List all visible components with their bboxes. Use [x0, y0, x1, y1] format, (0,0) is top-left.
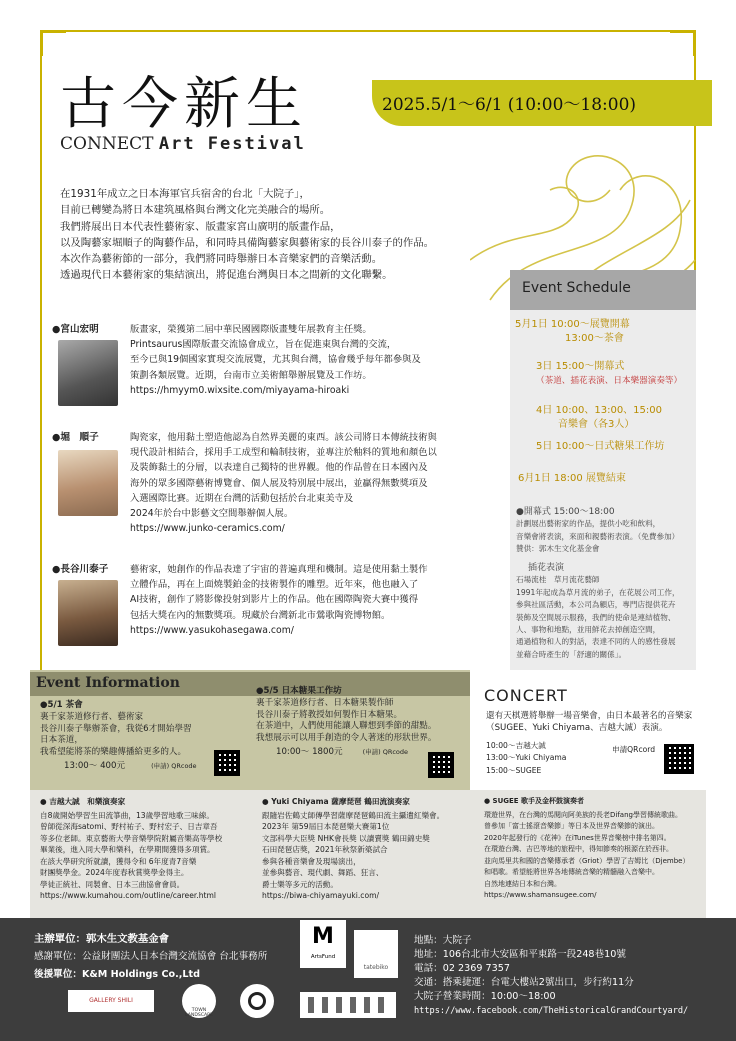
artist-url[interactable]: https://www.yasukohasegawa.com/ [130, 624, 294, 636]
performer-url[interactable]: https://www.shamansugee.com/ [484, 891, 597, 899]
artist-photo [58, 580, 118, 646]
opening-line: 贊供：郭木生文化基金會 [516, 544, 600, 554]
performer-line: 參與各種音樂會及現場演出， [262, 856, 361, 866]
performer-line: 文部科學大臣獎 NHK會長獎 以讀賣獎 鶴田錦史獎 [262, 833, 430, 843]
artist-line: 藝術家，她創作的作品表達了宇宙的普遍真理和機制。這是使用黏土製作 [130, 564, 428, 575]
ikebana-line: 人、事物和地點，並用鮮花去掉創造空間， [516, 625, 661, 635]
schedule-item: 6月1日 18:00 展覽結束 [518, 473, 626, 484]
town-landscape-logo: TOWN LANDSCAPE [182, 984, 216, 1018]
concert-apply-label: 申請QRcord [612, 745, 656, 754]
concert-time: 10:00～吉越大誠 [486, 741, 546, 750]
schedule-item [536, 360, 682, 388]
performer-line: 石田琵琶店獎，2021年秋祭新築試合 [262, 845, 388, 854]
ikebana-line: 通過植物和人的對話，表達不同的人的感性發展 [516, 637, 676, 647]
subtitle [60, 134, 306, 154]
concert-description: 還有天棋選將舉辦一場音樂會，由日本最著名的音樂家（SUGEE、Yuki Chiyama、吉越大誠）表演。 [486, 711, 693, 733]
performer-line: 跟隨岩佐鶴丈師傳學習薩摩琵琶鶴田流主攝遺紅樂會。 [262, 810, 445, 820]
crest-logo [240, 984, 274, 1018]
artist-description [130, 430, 510, 536]
tea-line: 長谷川泰子舉辦茶會，我從6才開始學習 [40, 723, 192, 734]
ikebana-line: 石場流桂 草月流花藝師 [516, 575, 600, 585]
candy-line: 我想展示可以用手創造的令人著迷的形狀世界。 [256, 733, 437, 744]
performer-line: 曾參加「富士搖滾音樂節」等日本及世界音樂節的演出。 [484, 822, 659, 830]
tea-apply-label: (申請) QRcode [151, 761, 197, 770]
performer-title: ● 吉越大誠 和樂演奏家 [40, 797, 126, 806]
calligraphy-logo [300, 992, 396, 1018]
opening-line: 音樂會將表演，來面和親藝術表演。（免費參加） [516, 531, 680, 541]
ikebana-line: 1991年起成為草月流的弟子，在花展公司工作， [516, 587, 680, 597]
event-date: 2025.5/1～6/1 (10:00～18:00) [382, 95, 637, 115]
artist-description [130, 562, 510, 638]
performer-line: 和唱歌。希望能將世界各地傳統音樂的精髓融入音樂中。 [484, 868, 659, 876]
schedule-sub: （茶道、插花表演、日本樂器演奏等） [536, 376, 683, 386]
artist-line: 入選國際比賽。近期在台灣的活動包括於台北東美寺及 [130, 492, 354, 504]
schedule-main: 5月1日 10:00～展覽開幕 [515, 319, 630, 330]
frame-corner-icon [40, 30, 66, 56]
artist-line: 包括大獎在內的無數獎項。現藏於台灣新北市鶯歌陶瓷博物館。 [130, 609, 391, 621]
artist-miyayama [52, 322, 502, 422]
artist-line: 策劃各類展覽。近期，台南市立美術館舉辦展覽及工作坊。 [130, 369, 372, 381]
artist-line: AI技術，創作了將影像投射到影片上的作品。他在國際陶瓷大賽中獲得 [130, 594, 419, 606]
candy-event [256, 686, 466, 759]
artist-hasegawa [52, 562, 502, 662]
tea-line: 我希望能將茶的樂趣傳播給更多的人。 [40, 747, 187, 758]
schedule-main: 4日 10:00、13:00、15:00 [536, 405, 662, 416]
concert-qr-code-icon[interactable] [664, 744, 694, 774]
tea-line: 日本茶道， [40, 735, 83, 746]
performer-title: ● Yuki Chiyama 薩摩琵琶 鶴田流演奏家 [262, 797, 410, 806]
frame-corner-icon [670, 30, 696, 56]
schedule-main: 3日 15:00～開幕式 [536, 361, 625, 372]
performer-line: 2020年起發行的《花神》在iTunes世界音樂榜中排名第四。 [484, 833, 671, 842]
intro-text [60, 186, 520, 284]
performer-title: ● SUGEE 歌手及金杯鼓演奏者 [484, 797, 585, 805]
artist-line: 及裝飾黏土的分層，以表達自己獨特的世界觀。他的作品曾在日本國內及 [130, 462, 428, 474]
concert-heading: CONCERT [484, 686, 568, 705]
schedule-second: 13:00～茶會 [565, 333, 624, 344]
venue-hours: 大院子營業時間：10:00～18:00 [414, 991, 556, 1002]
intro-line: 目前已轉變為將日本建筑風格與台灣文化完美融合的場所。 [60, 204, 331, 217]
tatebiko-logo: tatebiko [354, 930, 398, 978]
ikebana-title: 插花表演 [528, 563, 565, 573]
artist-line: 海外的眾多國際藝術博覽會、個人展及特別展中展出，並贏得無數獎項及 [130, 477, 428, 489]
schedule-item [536, 404, 662, 432]
performer-yoshikoshi [40, 796, 262, 902]
performer-url[interactable]: https://www.kumahou.com/outline/career.html [40, 891, 217, 900]
performer-line: 並參與藝音、現代劇、舞蹈、狂言、 [262, 868, 384, 877]
artist-url[interactable]: https://www.junko-ceramics.com/ [130, 523, 285, 535]
performer-line: 曾師從深海satomi、野村祐子、野村宏子、日吉章吾 [40, 822, 218, 831]
intro-line: 我們將展出日本代表性藝術家、版畫家宮山廣明的版畫作品， [60, 220, 341, 233]
thanks: 感謝單位：公益財團法人日本台灣交流協會 台北事務所 [34, 951, 268, 962]
artist-line: 至今已與19個國家實現交流展覽，尤其與台灣，協會幾乎每年都參與及 [130, 354, 421, 366]
artist-name: ●堀 順子 [52, 432, 99, 443]
venue-transport: 交通：搭乘捷運：台電大樓站2號出口，步行約11分 [414, 977, 634, 988]
tea-qr-code-icon[interactable] [214, 750, 240, 776]
artist-line: 立體作品，再在上面燒製鉑金的技術製作的雕塑。近年來，他也融入了 [130, 579, 419, 591]
candy-qr-code-icon[interactable] [428, 752, 454, 778]
artsfund-logo: M ArtsFund [300, 920, 346, 968]
subtitle-art-festival: Art Festival [158, 134, 306, 154]
performer-line: 2023年 第59屆日本琵琶樂大賽第1位 [262, 822, 390, 831]
artist-photo [58, 340, 118, 406]
performer-line: 在環遊台灣、吉巴等地的旅程中，得知節奏的根源在於西非。 [484, 845, 673, 853]
performer-chiyama [262, 796, 478, 902]
artist-line: 2024年於台中影藝文空間舉辦個人展。 [130, 508, 294, 520]
artist-url[interactable]: https://hmyym0.wixsite.com/miyayama-hiroaki [130, 384, 350, 396]
candy-line: 在茶道中，人們使用能讓人聯想到季節的甜點。 [256, 721, 437, 732]
venue-phone: 電話：02 2369 7357 [414, 963, 510, 974]
performer-line: 學徒正統社、同製會、日本三曲協會會員。 [40, 879, 185, 889]
artist-name: ●長谷川泰子 [52, 564, 109, 575]
artist-description [130, 322, 510, 398]
intro-line: 在1931年成立之日本海軍官兵宿舍的台北「大院子」， [60, 188, 310, 200]
candy-title: ●5/5 日本糖果工作坊 [256, 686, 342, 696]
schedule-item: 5日 10:00～日式糖果工作坊 [536, 441, 665, 452]
performer-sugee [484, 796, 704, 902]
facebook-url[interactable]: https://www.facebook.com/TheHistoricalGrandCourtyard/ [414, 1006, 689, 1016]
artist-line: 現代設計相結合，採用手工成型和輪制技術，並專注於釉料的質地和顏色以 [130, 447, 437, 459]
candy-price: 10:00～ 1800元 [276, 746, 343, 757]
venue-address: 地址：106台北市大安區和平東路一段248巷10號 [414, 949, 626, 960]
tea-title: ●5/1 茶會 [40, 700, 83, 710]
schedule-item [515, 318, 630, 346]
schedule-second: 音樂會（各3人） [558, 419, 635, 430]
candy-line: 長谷川泰子將教授如何製作日本糖果。 [256, 709, 403, 720]
candy-line: 裏千家茶道修行者、日本糖果製作師 [256, 697, 394, 708]
ikebana-line: 並藉合時產生的「舒適的關係」。 [516, 649, 627, 659]
gallery-shili-logo: GALLERY SHILI [68, 990, 154, 1012]
performer-url[interactable]: https://biwa-chiyamayuki.com/ [262, 891, 380, 900]
opening-note [516, 506, 692, 556]
intro-line: 透過現代日本藝術家的集結演出，將促進台灣與日本之間新的文化聯繫。 [60, 269, 393, 282]
artist-line: 版畫家，榮獲第二屆中華民國國際版畫雙年展教育主任獎。 [130, 324, 372, 335]
venue-info [414, 934, 724, 1004]
intro-line: 本次作為藝術節的一部分，我們將同時舉辦日本音樂家們的音樂活動。 [60, 253, 383, 266]
page-title: 古今新生 [60, 72, 308, 137]
intro-line: 以及陶藝家堀順子的陶藝作品，和同時具備陶藝家與藝術家的長谷川泰子的作品。 [60, 236, 435, 249]
performer-line: 環遊世界，在台灣的馬閱向阿美族的長老Difang學習傳統歌曲。 [484, 810, 682, 819]
performer-line: 在該大學研究所就讀，獲得令和 6年度青7音樂 [40, 856, 197, 866]
venue-line: 地點：大院子 [414, 935, 472, 946]
event-info-heading: Event Information [36, 675, 180, 691]
performer-line: 畢業後，進入同大學和樂科，在學期間獲得多項賞。 [40, 845, 215, 854]
performer-line: 財團獎學金。2024年度春秋賞獎學金得主。 [40, 868, 189, 877]
tea-price: 13:00～ 400元 [64, 760, 126, 771]
ikebana-note [516, 562, 692, 661]
schedule-heading: Event Schedule [510, 270, 696, 310]
artist-line: Printsaurus國際版畫交流協會成立，旨在促進東與台灣的交流， [130, 339, 397, 351]
performer-line: 等多位老師。東京藝術大學音樂學院附屬音樂高等學校 [40, 833, 223, 843]
performer-line: 並向馬里共和國的音樂傳承者（Griot）學習了吉姆比（Djembe） [484, 856, 690, 865]
organizer: 主辦單位：郭木生文教基金會 [34, 933, 170, 945]
artist-photo [58, 450, 118, 516]
tea-line: 裏千家茶道修行者、藝術家 [40, 711, 144, 722]
artist-hori [52, 430, 502, 550]
performer-line: 爵士樂等多元的活動。 [262, 879, 338, 889]
artist-name: ●宮山宏明 [52, 324, 99, 335]
sponsor: 後援單位：K&M Holdings Co.,Ltd [34, 969, 200, 980]
performer-line: 自然地連結日本和台灣。 [484, 879, 561, 888]
opening-title: ●開幕式 15:00～18:00 [516, 507, 615, 517]
concert-time: 13:00～Yuki Chiyama [486, 753, 567, 763]
subtitle-connect: CONNECT [60, 134, 159, 154]
ikebana-line: 參與社區活動，本公司為顧店，專門店提供花卉 [516, 600, 676, 610]
artsfund-logo-text: ArtsFund [310, 954, 336, 960]
opening-line: 計劃展出藝術家的作品，提供小吃和飲料， [516, 519, 661, 529]
concert-times [486, 740, 566, 777]
candy-apply-label: (申請) QRcode [362, 747, 409, 756]
performer-line: 自8歲開始學習生田流箏曲，13歲學習地歌三味線。 [40, 810, 214, 820]
artist-line: 陶瓷家，他用黏土塑造他認為自然界美麗的東西。該公司將日本傳統技術與 [130, 432, 437, 443]
concert-time: 15:00～SUGEE [486, 765, 542, 775]
ikebana-line: 裝飾及空間展示服務，我們的使命是連結植物、 [516, 612, 676, 622]
